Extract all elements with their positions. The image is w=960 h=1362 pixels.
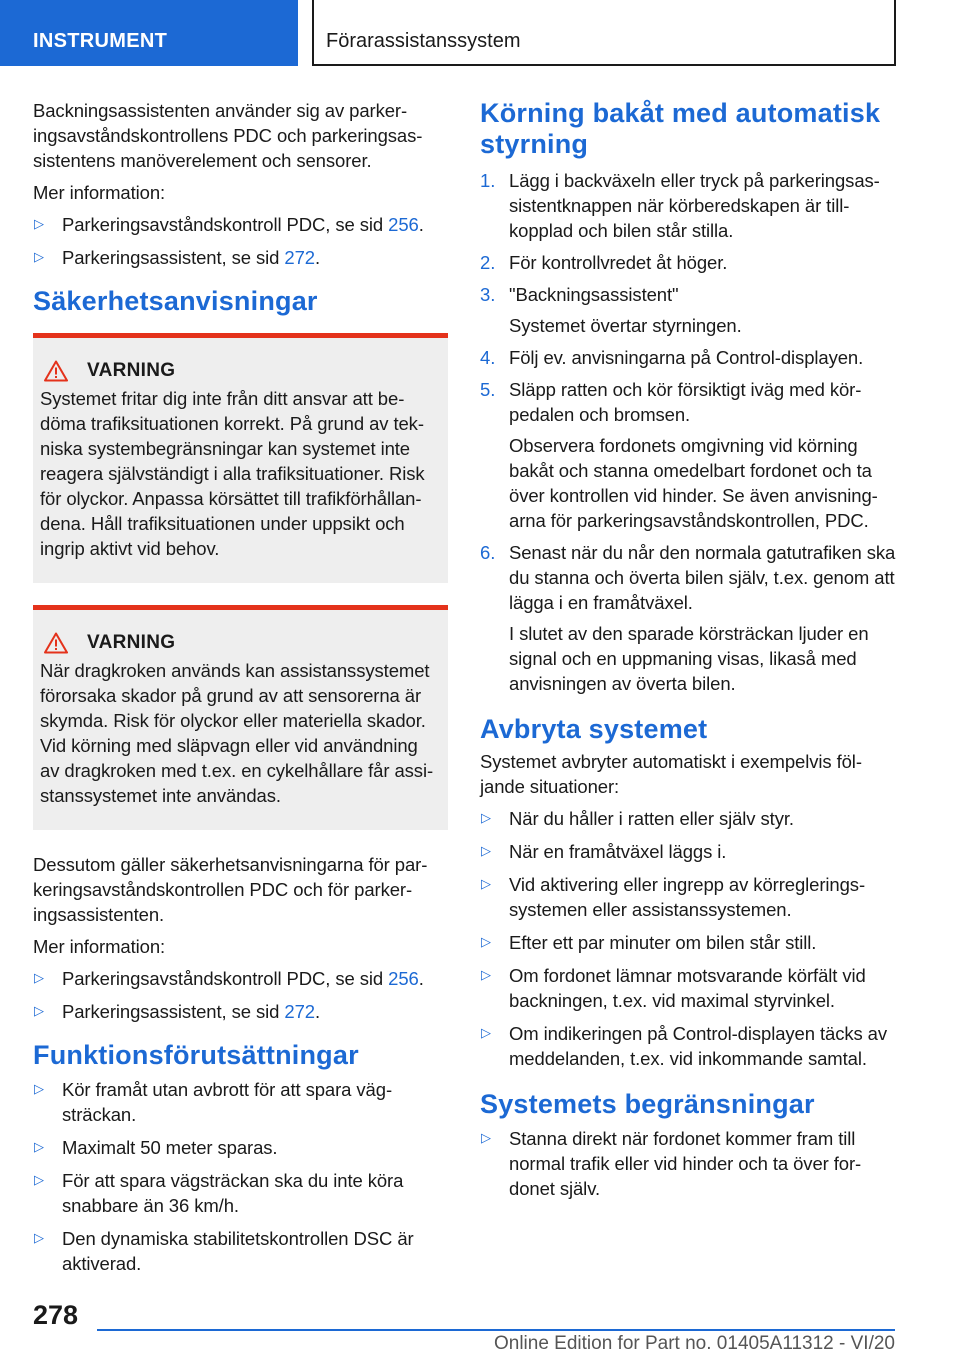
triangle-bullet-icon: ▷ xyxy=(481,968,491,983)
triangle-bullet-icon: ▷ xyxy=(34,1231,44,1246)
triangle-bullet-icon: ▷ xyxy=(481,935,491,950)
step-item: 2. För kontrollvredet åt höger. xyxy=(480,252,728,273)
list-item: ▷ Den dynamiska stabilitetskontrollen DSC är aktiverad. xyxy=(34,1228,414,1274)
triangle-bullet-icon: ▷ xyxy=(34,250,44,265)
triangle-bullet-icon: ▷ xyxy=(34,971,44,986)
safety-heading: Säkerhetsanvisningar xyxy=(33,286,318,316)
func-heading: Funktionsförutsättningar xyxy=(33,1040,359,1070)
step-item: 3. "Backningsassistent" Systemet övertar styrningen. xyxy=(480,284,742,336)
list-item: ▷ Parkeringsassistent, se sid 272. xyxy=(34,1001,321,1022)
triangle-bullet-icon: ▷ xyxy=(34,217,44,232)
step-item: 1. Lägg i backväxeln eller tryck på parkeringsassistentknappen när körberedskapen är tillkopplad och bilen står stilla. xyxy=(480,170,880,241)
driving-heading: Körning bakåt med automatisk styrning xyxy=(480,98,881,159)
triangle-bullet-icon: ▷ xyxy=(34,1140,44,1155)
func-list xyxy=(33,1077,448,1276)
list-item: ▷ Efter ett par minuter om bilen står still. xyxy=(481,932,817,953)
cancel-list xyxy=(480,806,896,1071)
limits-heading: Systemets begränsningar xyxy=(480,1089,815,1119)
triangle-bullet-icon: ▷ xyxy=(34,1082,44,1097)
page-link[interactable]: 272 xyxy=(284,247,315,268)
list-item: ▷ Parkeringsavståndskontroll PDC, se sid 256. xyxy=(34,968,424,989)
warning-triangle-icon xyxy=(44,632,68,654)
warning-text: Systemet fritar dig inte från ditt ansvar att bedöma trafiksituationen korrekt. På grund av tekniska systembegränsningar kan systemet inte reagera självständigt i alla trafiksituationer. Risk för olyckor. Anpassa körsättet till trafikförhållandena. Håll trafiksituationen under uppsikt och ingrip aktivt vid behov. xyxy=(40,388,425,559)
right-column xyxy=(480,98,896,1209)
header-title-box xyxy=(312,0,896,66)
limits-list xyxy=(480,1126,896,1201)
list-item: ▷ Stanna direkt när fordonet kommer fram till normal trafik eller vid hinder och ta över fordonet själv. xyxy=(481,1128,862,1199)
step-list xyxy=(480,168,896,696)
triangle-bullet-icon: ▷ xyxy=(481,1026,491,1041)
cancel-heading: Avbryta systemet xyxy=(480,714,708,744)
list-item: ▷ Kör framåt utan avbrott för att spara vägsträckan. xyxy=(34,1079,393,1125)
list-item: ▷ Vid aktivering eller ingrepp av körregleringssystemen eller assistanssystemen. xyxy=(481,874,866,920)
footer-rule xyxy=(97,1329,895,1331)
page-link[interactable]: 272 xyxy=(284,1001,315,1022)
list-item: ▷ När du håller i ratten eller själv styr. xyxy=(481,808,794,829)
warning-label: VARNING xyxy=(87,360,176,381)
step-item: 6. Senast när du når den normala gatutrafiken ska du stanna och överta bilen själv, t.ex. genom att lägga i en framåtväxel. I slutet av den sparade körsträckan ljuder en signal och en uppmaning visas, likaså med anvisningen av överta bilen. xyxy=(480,542,896,694)
left-column xyxy=(33,98,448,1284)
step-item: 4. Följ ev. anvisningarna på Control-displayen. xyxy=(480,347,864,368)
reference-list xyxy=(33,212,448,270)
list-item: ▷ Om fordonet lämnar motsvarande körfält vid backningen, t.ex. vid maximal styrvinkel. xyxy=(481,965,866,1011)
more-info-label: Mer information: xyxy=(33,182,166,203)
cancel-intro: Systemet avbryter automatiskt i exempelvis följande situationer: xyxy=(480,751,862,797)
intro-paragraph: Backningsassistenten använder sig av parkeringsavståndskontrollens PDC och parkeringsassistentens manöverelement och sensorer. xyxy=(33,100,423,171)
list-item: ▷ Om indikeringen på Control-displayen täcks av meddelanden, t.ex. vid inkommande samtal. xyxy=(481,1023,888,1069)
also-paragraph: Dessutom gäller säkerhetsanvisningarna för parkeringsavståndskontrollen PDC och för parkeringsassistenten. xyxy=(33,854,428,925)
warning-triangle-icon xyxy=(44,360,68,382)
triangle-bullet-icon: ▷ xyxy=(481,811,491,826)
warning-text: När dragkroken används kan assistanssystemet förorsaka skador på grund av att sensorerna är skymda. Risk för olyckor eller materiella skador. Vid körning med släpvagn eller vid användning av dragkroken med t.ex. en cykelhållare får assistanssystemet inte användas. xyxy=(40,660,434,806)
list-item: ▷ Parkeringsavståndskontroll PDC, se sid 256. xyxy=(34,214,424,235)
warning-label: VARNING xyxy=(87,632,176,653)
header-section-label: INSTRUMENT xyxy=(33,30,168,52)
header-title: Förarassistanssystem xyxy=(326,30,521,52)
step-item: 5. Släpp ratten och kör försiktigt iväg med körpedalen och bromsen. Observera fordonets omgivning vid körning bakåt och stanna omedelbart fordonet och ta över kontrollen vid hinder. Se även anvisningarna för parkeringsavståndskontrollen, PDC. xyxy=(480,379,878,531)
header-section-tab xyxy=(0,0,298,66)
triangle-bullet-icon: ▷ xyxy=(34,1173,44,1188)
triangle-bullet-icon: ▷ xyxy=(481,844,491,859)
list-item: ▷ Maximalt 50 meter sparas. xyxy=(34,1137,278,1158)
warning-box xyxy=(33,333,448,583)
more-info-label: Mer information: xyxy=(33,936,166,957)
page-number: 278 xyxy=(33,1300,79,1330)
list-item: ▷ Parkeringsassistent, se sid 272. xyxy=(34,247,321,268)
list-item: ▷ För att spara vägsträckan ska du inte köra snabbare än 36 km/h. xyxy=(34,1170,404,1216)
page-link[interactable]: 256 xyxy=(388,214,419,235)
list-item: ▷ När en framåtväxel läggs i. xyxy=(481,841,727,862)
triangle-bullet-icon: ▷ xyxy=(34,1004,44,1019)
footer-edition: Online Edition for Part no. 01405A11312 - VI/20 xyxy=(493,1333,895,1354)
page-link[interactable]: 256 xyxy=(388,968,419,989)
triangle-bullet-icon: ▷ xyxy=(481,1131,491,1146)
reference-list xyxy=(33,966,448,1024)
triangle-bullet-icon: ▷ xyxy=(481,877,491,892)
warning-box xyxy=(33,605,448,830)
